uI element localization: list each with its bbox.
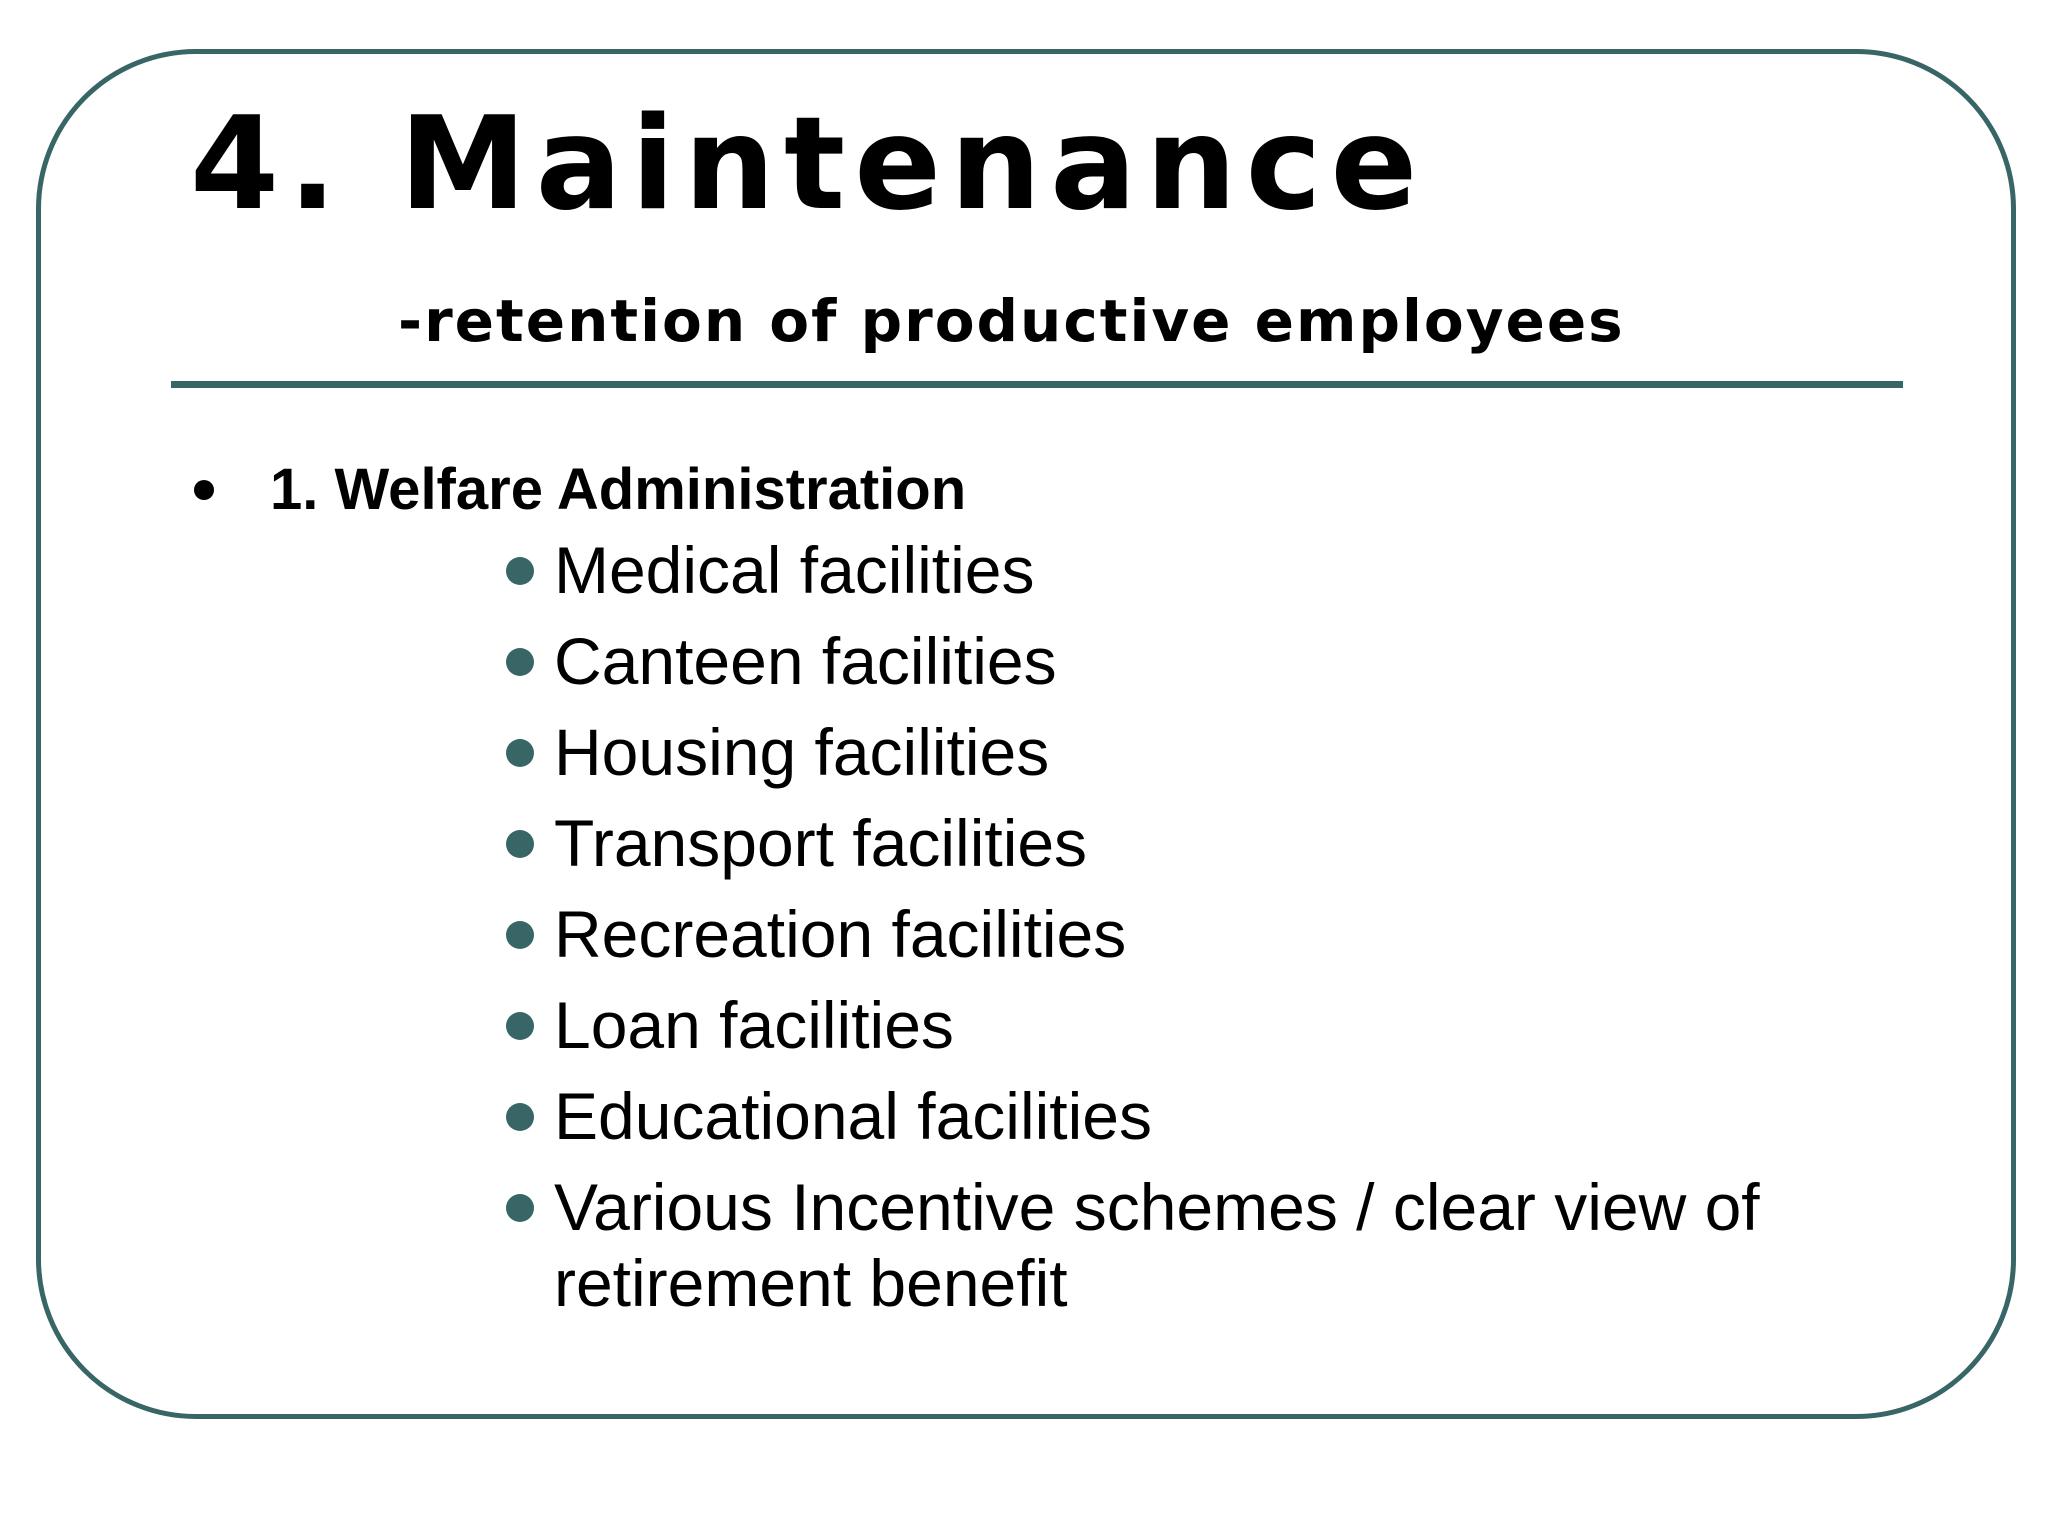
list-item-label: Medical facilities [554,533,1035,607]
list-item-label: Canteen facilities [554,624,1057,698]
teal-dot-icon [506,739,534,767]
facilities-list [506,532,1886,1321]
list-item-medical [506,532,1886,623]
title-divider [171,381,1903,388]
list-item-loan [506,987,1886,1078]
slide-subtitle: -retention of productive employees [398,287,1625,355]
list-item-transport [506,805,1886,896]
welfare-administration-item [194,454,966,526]
teal-dot-icon [506,830,534,858]
list-item-housing [506,714,1886,805]
list-item-label: Educational facilities [554,1079,1152,1153]
teal-dot-icon [506,1194,534,1222]
welfare-administration-label: 1. Welfare Administration [270,457,967,522]
list-item-label: Recreation facilities [554,897,1127,971]
teal-dot-icon [506,921,534,949]
list-item-incentive-schemes [506,1169,1886,1321]
list-item-label: Housing facilities [554,715,1050,789]
teal-dot-icon [506,648,534,676]
list-item-educational [506,1078,1886,1169]
black-dot-icon [194,480,214,500]
list-item-recreation [506,896,1886,987]
teal-dot-icon [506,557,534,585]
list-item-label: Transport facilities [554,806,1088,880]
list-item-label: Loan facilities [554,988,954,1062]
teal-dot-icon [506,1012,534,1040]
list-item-label: Various Incentive schemes / clear view of retirement benefit [554,1170,1760,1320]
slide-title: 4. Maintenance [190,90,1427,239]
teal-dot-icon [506,1103,534,1131]
list-item-canteen [506,623,1886,714]
